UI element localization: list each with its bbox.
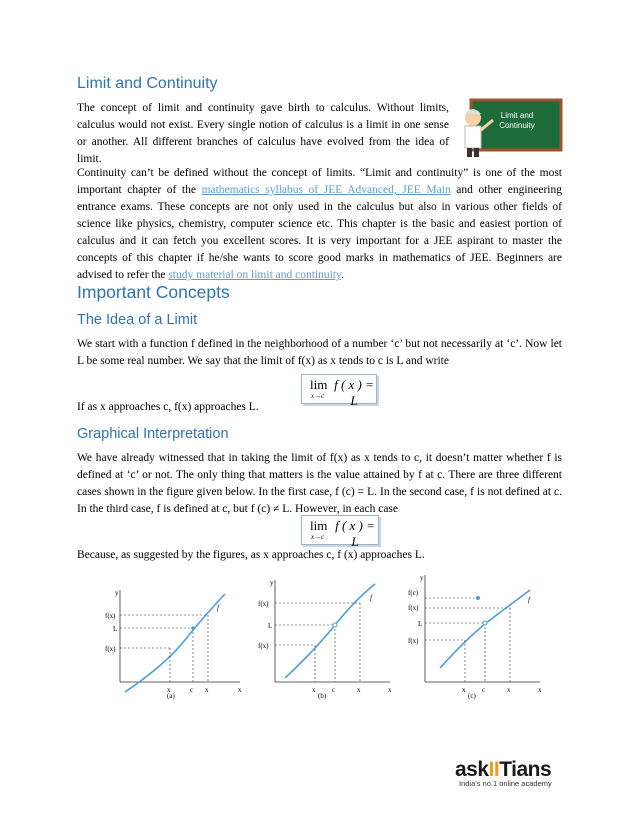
svg-text:L: L (113, 625, 118, 633)
svg-text:c: c (482, 686, 486, 694)
heading-important-concepts: Important Concepts (77, 282, 230, 302)
svg-text:c: c (332, 686, 336, 694)
svg-text:(a): (a) (167, 692, 175, 700)
svg-text:x: x (462, 686, 466, 694)
svg-text:f(c): f(c) (408, 589, 419, 597)
continuity-paragraph: Continuity can’t be defined without the concept of limits. “Limit and continuity” is one of the most important chapter of the mathematics syllabus of JEE Advanced, JEE Main and other engineering entrance exams. These concepts are not only used in the calculus but also in various other fields of science like physics, chemistry, computer science etc. This chapter is the basic and easiest portion of calculus and it can fetch you excellent scores. It is very important for a JEE aspirant to master the concepts of this chapter if he/she wants to score good marks in mathematics of JEE. Beginners are advised to refer the study material on limit and continuity. (77, 167, 562, 281)
illus-title-1: Limit and (500, 111, 534, 120)
askiitians-logo: askIITians India's no.1 online academy (455, 758, 565, 798)
svg-text:f: f (217, 604, 219, 612)
logo-tagline: India's no.1 online academy (459, 779, 552, 788)
svg-text:y: y (270, 579, 274, 587)
svg-text:x: x (538, 686, 542, 694)
limit-formula-2: lim x→c f ( x ) = L (301, 515, 379, 545)
svg-text:f(x): f(x) (105, 645, 116, 653)
svg-text:f(x): f(x) (408, 604, 419, 612)
graph-c (408, 574, 542, 700)
svg-text:x: x (357, 686, 361, 694)
svg-text:x: x (388, 686, 392, 694)
intro-paragraph: The concept of limit and continuity gave birth to calculus. Without limits, calculus would not exist. Every single notion of calculus is a limit in one sense or another. All different branches of calculus have evolved from the idea of limit. (77, 102, 449, 165)
svg-text:f: f (370, 594, 372, 602)
illus-title-2: Continuity (499, 121, 535, 130)
study-material-link[interactable]: study material on limit and continuity (168, 269, 342, 281)
heading-idea-of-limit: The Idea of a Limit (77, 312, 198, 328)
svg-text:x: x (507, 686, 511, 694)
svg-text:y: y (420, 574, 424, 582)
svg-text:(c): (c) (468, 692, 476, 700)
svg-text:f(x): f(x) (408, 637, 419, 645)
svg-text:y: y (115, 589, 119, 597)
svg-text:L: L (418, 620, 423, 628)
svg-text:f(x): f(x) (258, 600, 269, 608)
limit-formula-1: lim x→c f ( x ) = L (301, 374, 377, 404)
svg-text:L: L (268, 622, 273, 630)
svg-text:(b): (b) (318, 692, 327, 700)
svg-text:x: x (312, 686, 316, 694)
svg-text:x: x (238, 686, 242, 694)
heading-limit-continuity: Limit and Continuity (77, 75, 218, 92)
heading-graphical: Graphical Interpretation (77, 426, 229, 442)
because-text: Because, as suggested by the figures, as x approaches c, f (x) approaches L. (77, 549, 425, 561)
svg-text:f(x): f(x) (258, 642, 269, 650)
graph-a (105, 589, 242, 700)
idea-paragraph: We start with a function f defined in the neighborhood of a number ‘c’ but not necessarily at ‘c’. Now let L be some real number. We say that the limit of f(x) as x tends to c is L and write (77, 338, 562, 367)
graph-b (258, 579, 392, 700)
svg-text:f(x): f(x) (105, 612, 116, 620)
svg-text:f: f (528, 596, 530, 604)
svg-text:x: x (167, 686, 171, 694)
syllabus-link[interactable]: mathematics syllabus of JEE Advanced, JEE Main (201, 184, 451, 196)
graphical-paragraph: We have already witnessed that in taking the limit of f(x) as x tends to c, it doesn’t matter whether f is defined at ‘c’ or not. The only thing that matters is the value attained by f at c. There are three different cases shown in the figure given below. In the first case, f (c) = L. In the second case, f is not defined at c. In the third case, f is defined at c, but f (c) ≠ L. However, in each case (77, 452, 562, 515)
graphs-figure (95, 570, 555, 700)
svg-text:x: x (205, 686, 209, 694)
svg-text:c: c (190, 686, 194, 694)
approach-text: If as x approaches c, f(x) approaches L. (77, 401, 259, 413)
limit-continuity-illustration (459, 98, 563, 158)
